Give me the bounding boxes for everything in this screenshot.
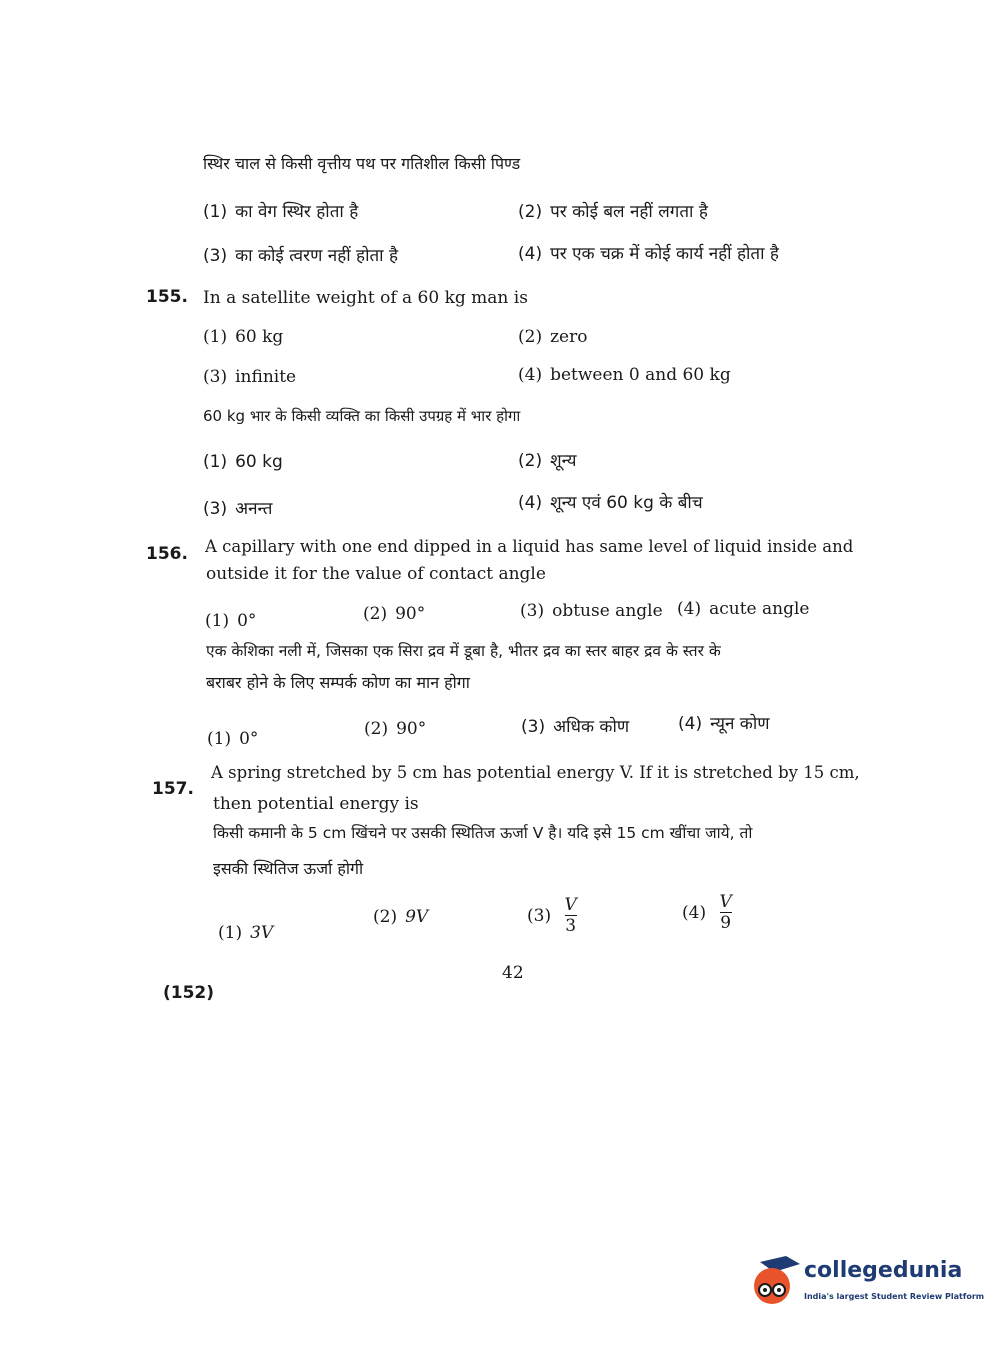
q156-stem-line-1: A capillary with one end dipped in a liquid has same level of liquid inside and: [205, 537, 854, 556]
q157-hindi-line-2: इसकी स्थितिज ऊर्जा होगी: [213, 859, 364, 878]
q154-hindi-option-2: (2) पर कोई बल नहीं लगता है: [518, 202, 708, 222]
q155-hindi-option-4: (4) शून्य एवं 60 kg के बीच: [518, 493, 703, 513]
brand-name: collegedunia: [804, 1258, 963, 1283]
booklet-code: (152): [163, 983, 215, 1003]
fraction-v-over-9: $\frac{V}{9}$: [719, 892, 732, 933]
q157-stem-line-1: A spring stretched by 5 cm has potential energy V. If it is stretched by 15 cm,: [211, 763, 860, 782]
q156-stem-line-2: outside it for the value of contact angle: [206, 564, 546, 584]
q156-option-2: (2) 90°: [363, 604, 426, 624]
q156-option-4: (4) acute angle: [677, 599, 810, 619]
q157-option-1: (1) 3V: [218, 923, 274, 943]
q156-hindi-option-1: (1) 0°: [207, 729, 259, 749]
q156-hindi-option-4: (4) न्यून कोण: [678, 714, 770, 734]
mascot-icon: [742, 1252, 802, 1312]
q154-hindi-option-4: (4) पर एक चक्र में कोई कार्य नहीं होता है: [518, 244, 779, 264]
q155-stem: In a satellite weight of a 60 kg man is: [203, 288, 528, 308]
q156-option-3: (3) obtuse angle: [520, 601, 663, 621]
q155-hindi-stem: 60 kg भार के किसी व्यक्ति का किसी उपग्रह में भार होगा: [203, 407, 521, 425]
q156-hindi-option-3: (3) अधिक कोण: [521, 717, 630, 737]
fraction-v-over-3: $\frac{V}{3}$: [564, 895, 577, 936]
q157-option-3: (3) $\frac{V}{3}$: [527, 895, 577, 936]
q155-hindi-option-3: (3) अनन्त: [203, 499, 273, 519]
q157-option-4: (4) $\frac{V}{9}$: [682, 892, 732, 933]
q157-option-2: (2) 9V: [373, 907, 429, 927]
q156-hindi-line-1: एक केशिका नली में, जिसका एक सिरा द्रव में डूबा है, भीतर द्रव का स्तर बाहर द्रव के स्तर के: [206, 642, 721, 660]
question-number-156: 156.: [146, 544, 188, 564]
collegedunia-logo: [742, 1252, 985, 1312]
q155-option-3: (3) infinite: [203, 367, 297, 387]
q155-hindi-option-1: (1) 60 kg: [203, 452, 283, 472]
q157-hindi-line-1: किसी कमानी के 5 cm खिंचने पर उसकी स्थितिज ऊर्जा V है। यदि इसे 15 cm खींचा जाये, तो: [213, 824, 753, 842]
brand-tagline: India's largest Student Review Platform: [804, 1292, 985, 1301]
q155-hindi-option-2: (2) शून्य: [518, 451, 577, 471]
q154-hindi-stem: स्थिर चाल से किसी वृत्तीय पथ पर गतिशील किसी पिण्ड: [203, 154, 521, 173]
q156-option-1: (1) 0°: [205, 611, 257, 631]
q156-hindi-option-2: (2) 90°: [364, 719, 427, 739]
q155-option-4: (4) between 0 and 60 kg: [518, 365, 731, 385]
q155-option-1: (1) 60 kg: [203, 327, 284, 347]
q157-stem-line-2: then potential energy is: [213, 794, 419, 814]
page-number: 42: [502, 963, 524, 983]
q155-option-2: (2) zero: [518, 327, 588, 347]
q154-hindi-option-1: (1) का वेग स्थिर होता है: [203, 202, 359, 222]
question-number-155: 155.: [146, 287, 188, 307]
q156-hindi-line-2: बराबर होने के लिए सम्पर्क कोण का मान होगा: [206, 673, 470, 692]
q154-hindi-option-3: (3) का कोई त्वरण नहीं होता है: [203, 246, 398, 266]
question-number-157: 157.: [152, 779, 194, 799]
